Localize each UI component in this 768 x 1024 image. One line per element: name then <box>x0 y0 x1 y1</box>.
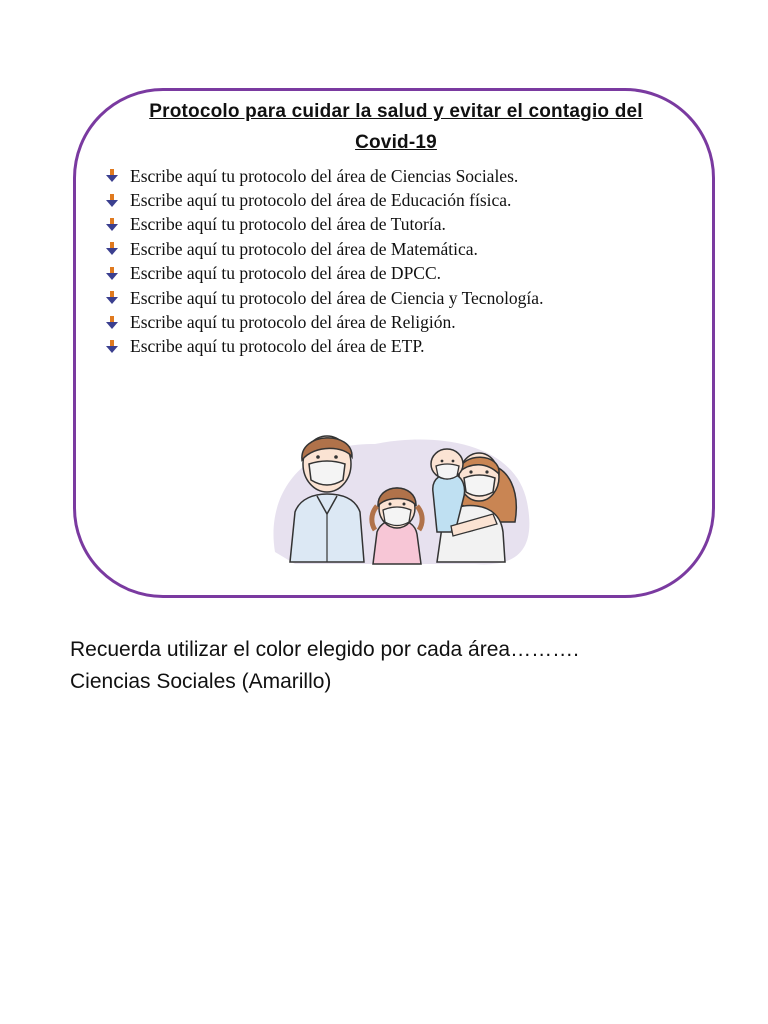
arrow-down-bullet-icon <box>106 267 118 281</box>
arrow-down-bullet-icon <box>106 316 118 330</box>
list-item-text: Escribe aquí tu protocolo del área de Ciencias Sociales. <box>130 165 519 186</box>
color-assignment-text: Ciencias Sociales (Amarillo) <box>70 670 332 693</box>
list-item <box>106 262 543 286</box>
list-item <box>106 335 543 359</box>
title-line-1: Protocolo para cuidar la salud y evitar el contagio del <box>149 101 643 122</box>
arrow-down-bullet-icon <box>106 291 118 305</box>
protocol-list <box>106 164 543 359</box>
arrow-down-bullet-icon <box>106 242 118 256</box>
list-item-text: Escribe aquí tu protocolo del área de Ciencia y Tecnología. <box>130 287 544 308</box>
list-item <box>106 164 543 188</box>
arrow-down-bullet-icon <box>106 194 118 208</box>
list-item-text: Escribe aquí tu protocolo del área de Educación física. <box>130 190 512 211</box>
protocol-title <box>86 96 706 158</box>
list-item <box>106 188 543 212</box>
title-line-2: Covid-19 <box>355 132 437 153</box>
arrow-down-bullet-icon <box>106 169 118 183</box>
list-item-text: Escribe aquí tu protocolo del área de Matemática. <box>130 238 478 259</box>
list-item-text: Escribe aquí tu protocolo del área de DPCC. <box>130 263 442 284</box>
list-item <box>106 286 543 310</box>
list-item <box>106 310 543 334</box>
arrow-down-bullet-icon <box>106 340 118 354</box>
list-item-text: Escribe aquí tu protocolo del área de ETP. <box>130 336 425 357</box>
list-item-text: Escribe aquí tu protocolo del área de Tutoría. <box>130 214 446 235</box>
arrow-down-bullet-icon <box>106 218 118 232</box>
list-item <box>106 213 543 237</box>
color-reminder-text: Recuerda utilizar el color elegido por cada área………. <box>70 638 579 661</box>
list-item <box>106 237 543 261</box>
family-illustration <box>265 402 540 582</box>
list-item-text: Escribe aquí tu protocolo del área de Religión. <box>130 312 456 333</box>
